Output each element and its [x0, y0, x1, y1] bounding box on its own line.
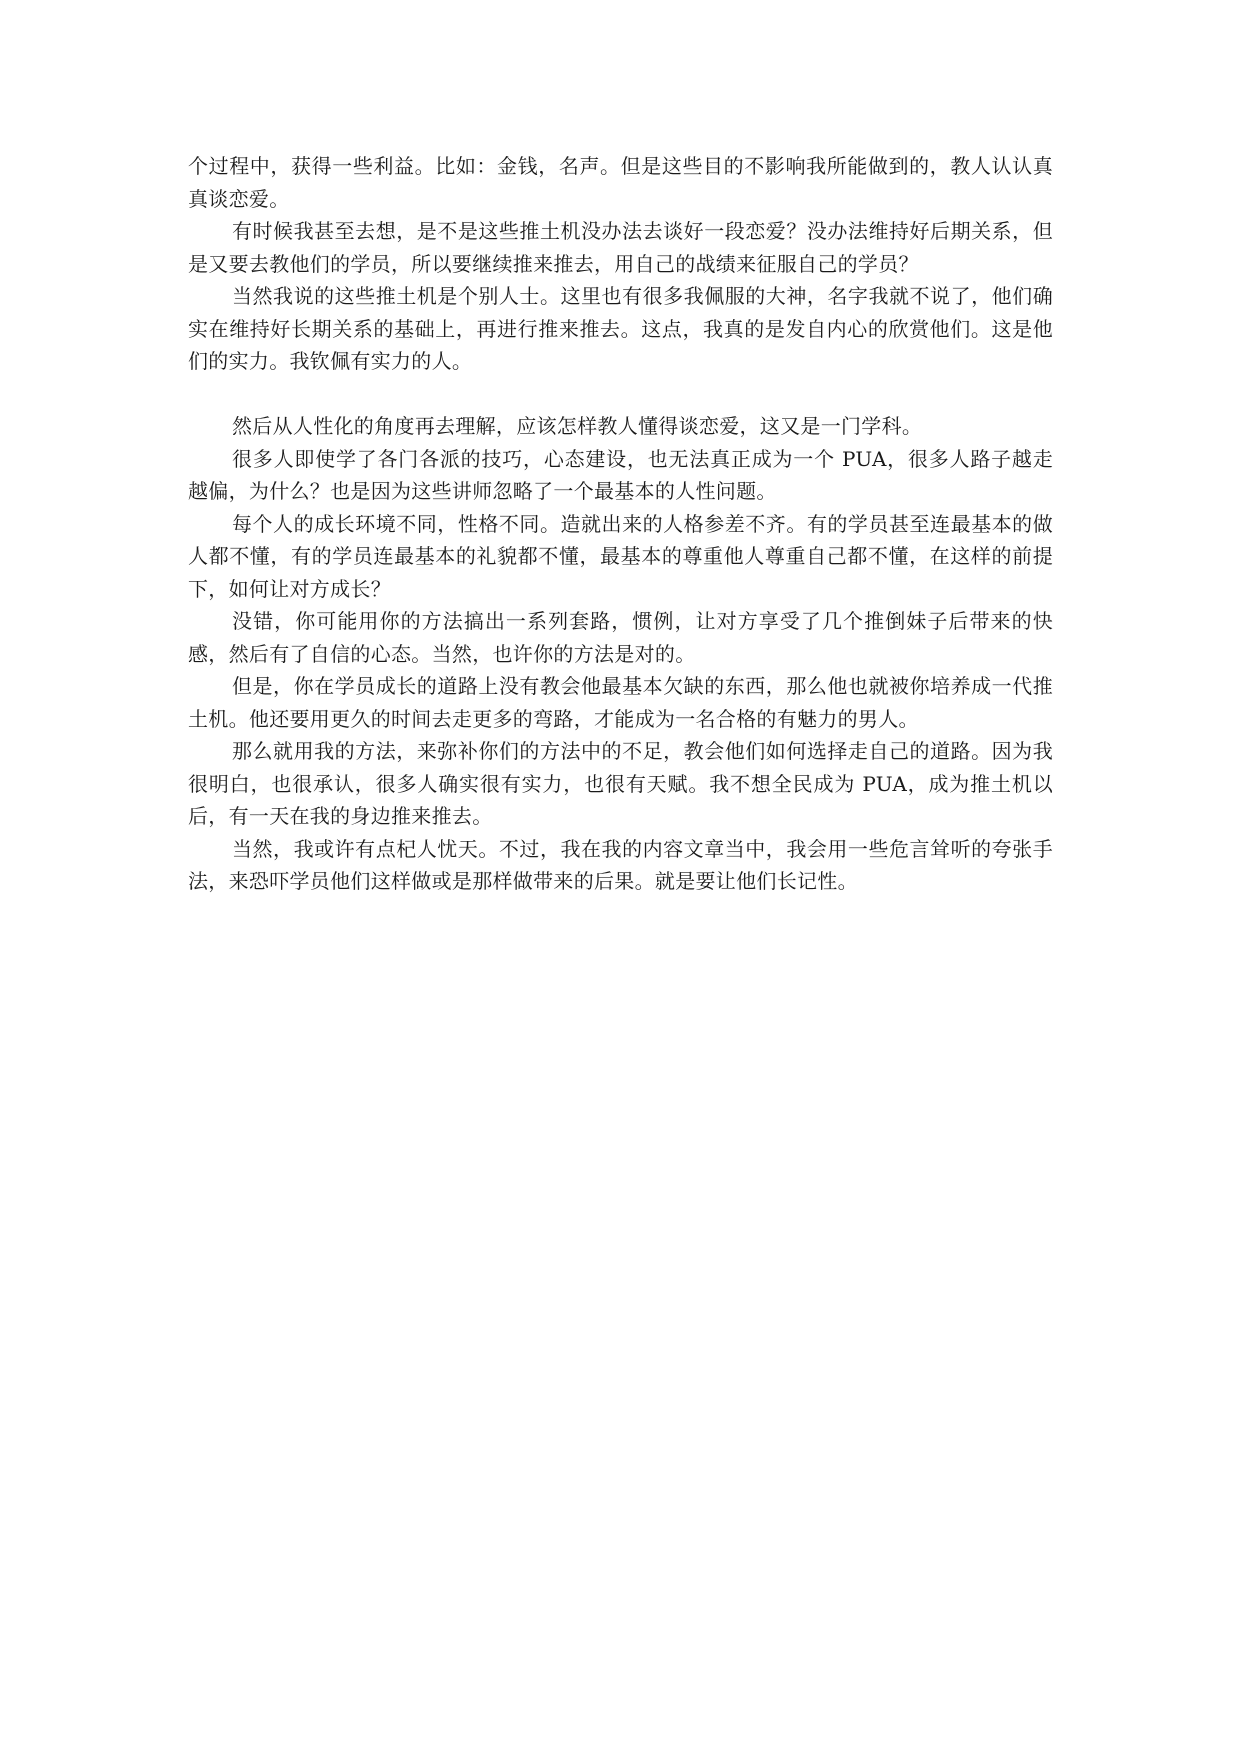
paragraph-6: 每个人的成长环境不同，性格不同。造就出来的人格参差不齐。有的学员甚至连最基本的做人都不懂，有的学员连最基本的礼貌都不懂，最基本的尊重他人尊重自己都不懂，在这样的前提下，如何让对方成长？ [188, 511, 1053, 601]
paragraph-10: 当然，我或许有点杞人忧天。不过，我在我的内容文章当中，我会用一些危言耸听的夸张手法，来恐吓学员他们这样做或是那样做带来的后果。就是要让他们长记性。 [188, 836, 1053, 893]
paragraph-8: 但是，你在学员成长的道路上没有教会他最基本欠缺的东西，那么他也就被你培养成一代推土机。他还要用更久的时间去走更多的弯路，才能成为一名合格的有魅力的男人。 [188, 674, 1053, 731]
paragraph-2: 有时候我甚至去想，是不是这些推土机没办法去谈好一段恋爱？没办法维持好后期关系，但是又要去教他们的学员，所以要继续推来推去，用自己的战绩来征服自己的学员？ [188, 219, 1053, 276]
paragraph-5: 很多人即使学了各门各派的技巧，心态建设，也无法真正成为一个 PUA，很多人路子越走越偏，为什么？也是因为这些讲师忽略了一个最基本的人性问题。 [188, 446, 1053, 503]
paragraph-4: 然后从人性化的角度再去理解，应该怎样教人懂得谈恋爱，这又是一门学科。 [232, 414, 923, 438]
paragraph-3: 当然我说的这些推土机是个别人士。这里也有很多我佩服的大神，名字我就不说了，他们确实在维持好长期关系的基础上，再进行推来推去。这点，我真的是发自内心的欣赏他们。这是他们的实力。我钦佩有实力的人。 [188, 284, 1053, 373]
blank-line [188, 378, 1053, 411]
paragraph-9: 那么就用我的方法，来弥补你们的方法中的不足，教会他们如何选择走自己的道路。因为我很明白，也很承认，很多人确实很有实力，也很有天赋。我不想全民成为 PUA，成为推土机以后，有一天在我的身边推来推去。 [188, 739, 1053, 828]
paragraph-1: 个过程中，获得一些利益。比如：金钱，名声。但是这些目的不影响我所能做到的，教人认认真真谈恋爱。 [188, 154, 1053, 211]
document-body [188, 150, 1053, 898]
paragraph-7: 没错，你可能用你的方法搞出一系列套路，惯例，让对方享受了几个推倒妹子后带来的快感，然后有了自信的心态。当然，也许你的方法是对的。 [188, 609, 1053, 666]
